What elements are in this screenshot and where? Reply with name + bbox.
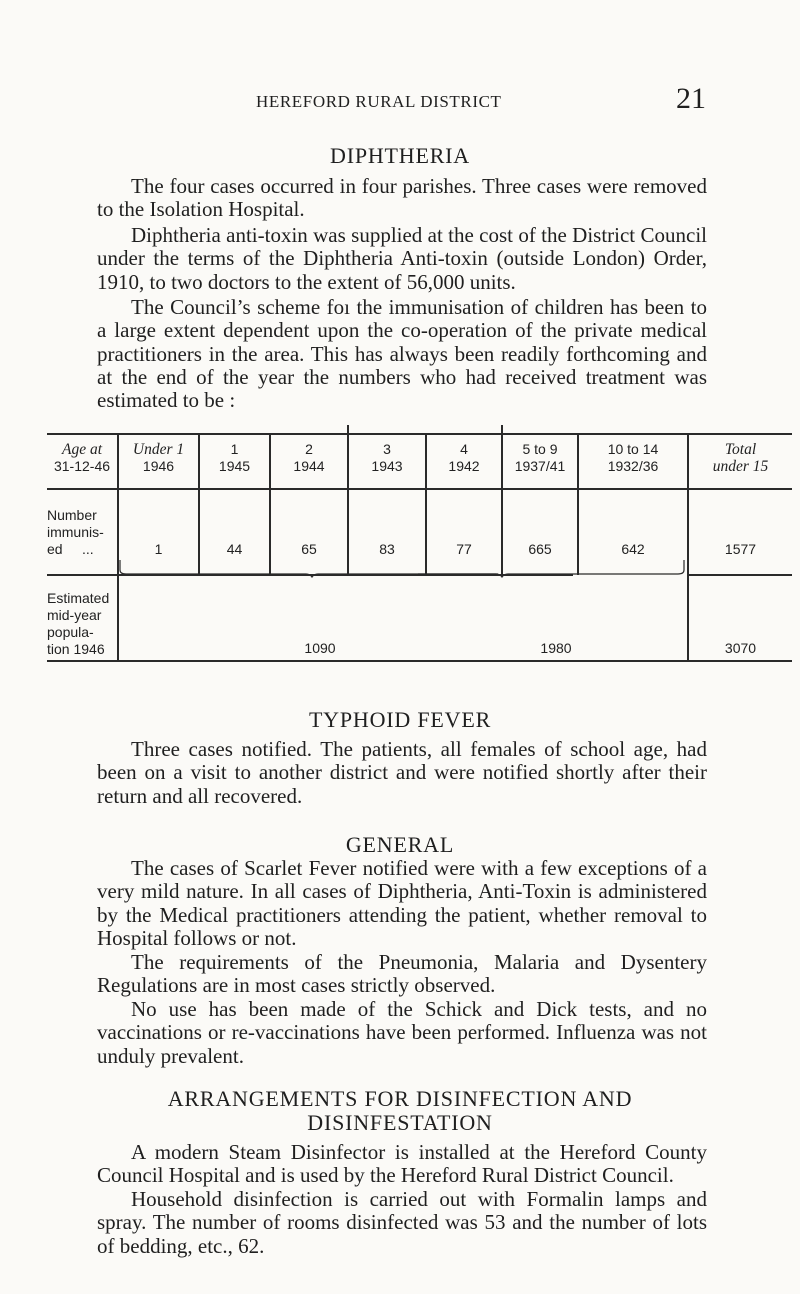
cell-population-under-5: 1090 bbox=[304, 640, 336, 656]
table-row-rule bbox=[118, 574, 573, 576]
disinfection-heading-line-2: DISINFESTATION bbox=[307, 1110, 493, 1135]
table-header-rule bbox=[47, 488, 792, 490]
running-title: HEREFORD RURAL DISTRICT bbox=[256, 92, 502, 111]
diphtheria-paragraph-1: The four cases occurred in four parishes. Three cases were removed to the Isolation Hospital. bbox=[97, 174, 707, 222]
disinfection-paragraph-1: A modern Steam Disinfector is installed at the Hereford County Council Hospital and is used by the Hereford Rural District Council. bbox=[97, 1140, 707, 1188]
col-header-under-1: Under 1 1946 bbox=[132, 441, 185, 474]
group-brace-lines bbox=[118, 556, 690, 578]
table-vrule-3 bbox=[269, 433, 271, 575]
table-vrule-7 bbox=[577, 433, 579, 575]
table-row-rule-left bbox=[47, 574, 117, 576]
col-header-1: 1 1945 bbox=[218, 441, 251, 474]
col-header-3: 3 1943 bbox=[371, 441, 403, 474]
general-paragraph-1: The cases of Scarlet Fever notified were with a few exceptions of a very mild nature. In all cases of Diphtheria, Anti-Toxin is administered by the Medical practitioners attending the patient, whether removal to Hospital follows or not. bbox=[97, 856, 707, 950]
brace-5-to-14 bbox=[418, 560, 684, 577]
general-heading: GENERAL bbox=[345, 832, 455, 857]
col-header-age: Age at 31-12-46 bbox=[53, 441, 111, 474]
cell-population-5-to-14: 1980 bbox=[540, 640, 572, 656]
col-header-5-to-9: 5 to 9 1937/41 bbox=[514, 441, 566, 474]
disinfection-paragraph-2: Household disinfection is carried out with Formalin lamps and spray. The number of rooms disinfected was 53 and the number of lots of bedding, etc., 62. bbox=[97, 1187, 707, 1258]
col-header-4: 4 1942 bbox=[448, 441, 480, 474]
cell-immunised-1: 44 bbox=[226, 541, 243, 557]
general-paragraph-3: No use has been made of the Schick and Dick tests, and no vaccinations or re-vaccinations have been performed. Influenza was not unduly prevalent. bbox=[97, 997, 707, 1068]
cell-immunised-5-to-9: 665 bbox=[528, 541, 552, 557]
typhoid-paragraph: Three cases notified. The patients, all females of school age, had been on a visit to another district and were notified shortly after their return and all recovered. bbox=[97, 737, 707, 808]
brace-under-5 bbox=[120, 560, 498, 577]
disinfection-heading-line-1: ARRANGEMENTS FOR DISINFECTION AND bbox=[167, 1086, 633, 1111]
page-number: 21 bbox=[676, 82, 706, 115]
table-vrule-6 bbox=[501, 425, 503, 575]
cell-population-total: 3070 bbox=[724, 640, 757, 656]
table-vrule-8 bbox=[687, 433, 689, 661]
table-top-rule bbox=[47, 433, 792, 435]
cell-immunised-3: 83 bbox=[379, 541, 395, 557]
col-header-2: 2 1944 bbox=[293, 441, 325, 474]
table-vrule-4 bbox=[347, 425, 349, 575]
diphtheria-paragraph-3: The Council’s scheme foı the immunisation of children has been to a large extent dependent upon the co-operation of the private medical practitioners in the area. This has always been readily forthcoming and at the end of the year the numbers who had received treatment was estimated to be : bbox=[97, 295, 707, 413]
table-row-rule-right bbox=[688, 574, 792, 576]
diphtheria-paragraph-2: Diphtheria anti-toxin was supplied at the cost of the District Council under the terms of the Diphtheria Anti-toxin (outside London) Order, 1910, to two doctors to the extent of 56,000 units. bbox=[97, 223, 707, 294]
cell-immunised-total: 1577 bbox=[724, 541, 757, 557]
cell-immunised-under-1: 1 bbox=[154, 541, 163, 557]
table-vrule-2 bbox=[198, 433, 200, 575]
row-label-estimated-population: Estimated mid-year popula- tion 1946 bbox=[47, 590, 110, 657]
col-header-total: Total under 15 bbox=[712, 441, 769, 475]
row-label-number-immunised: Number immunis- ed ... bbox=[47, 507, 104, 557]
cell-immunised-10-to-14: 642 bbox=[621, 541, 645, 557]
typhoid-heading: TYPHOID FEVER bbox=[308, 707, 492, 732]
general-paragraph-2: The requirements of the Pneumonia, Malaria and Dysentery Regulations are in most cases strictly observed. bbox=[97, 950, 707, 998]
cell-immunised-2: 65 bbox=[301, 541, 317, 557]
cell-immunised-4: 77 bbox=[456, 541, 472, 557]
diphtheria-heading: DIPHTHERIA bbox=[330, 143, 470, 168]
table-vrule-1 bbox=[117, 433, 119, 661]
table-vrule-5 bbox=[425, 433, 427, 575]
table-bottom-rule bbox=[47, 660, 792, 662]
col-header-10-to-14: 10 to 14 1932/36 bbox=[607, 441, 659, 474]
